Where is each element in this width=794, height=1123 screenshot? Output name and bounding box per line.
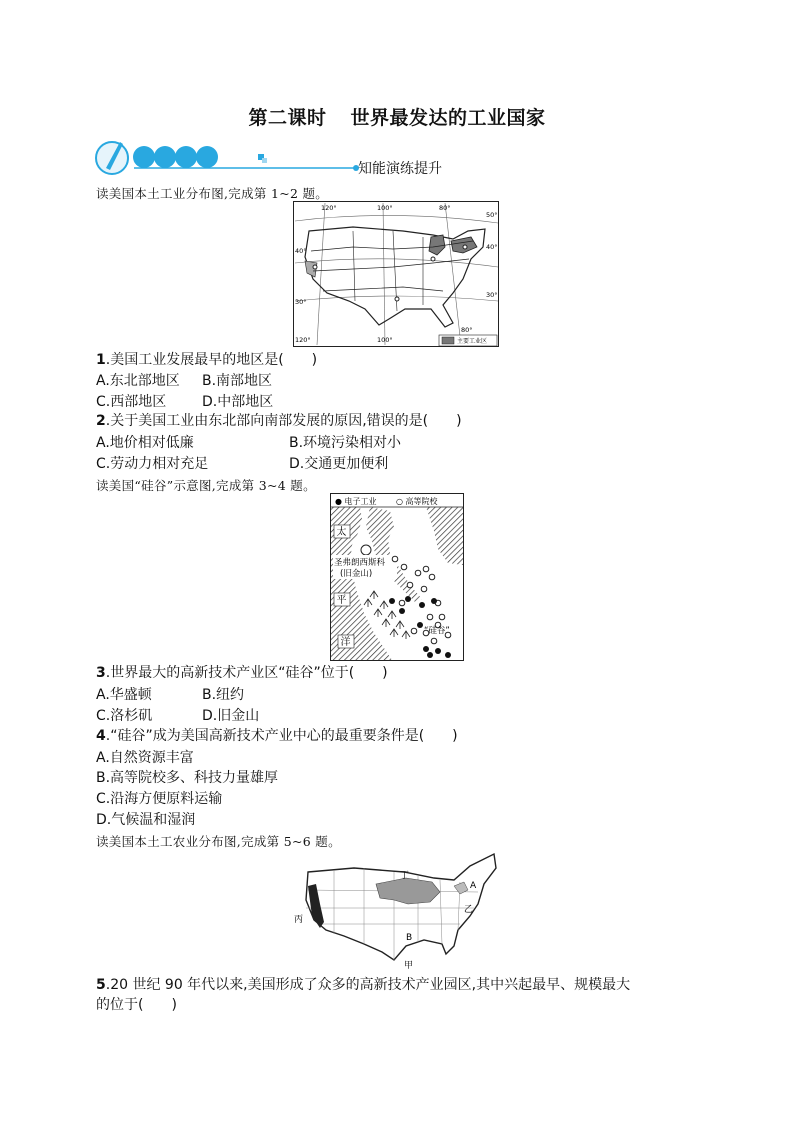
map2-ocean-label-ping: 平 [336, 595, 347, 606]
map3-label-yi: 乙 [464, 905, 474, 915]
silicon-valley-map [330, 493, 464, 661]
question-5-cont: 的位于( ) [96, 997, 177, 1013]
page-title [0, 103, 794, 130]
map1-legend-swatch [442, 337, 454, 344]
map3-label-a: A [470, 881, 477, 891]
map1-label: 120° [295, 336, 311, 344]
map3-label-jia: 甲 [404, 961, 414, 971]
banner-label: 知能演练提升 [358, 161, 442, 177]
map1-label: 120° [321, 204, 337, 212]
map1-legend-label: 主要工业区 [457, 338, 488, 345]
q1-option-d[interactable]: D.中部地区 [202, 394, 274, 410]
q4-option-b[interactable]: B.高等院校多、科技力量雄厚 [96, 770, 279, 786]
q3-option-b[interactable]: B.纽约 [202, 687, 245, 703]
question-5: 5.20 世纪 90 年代以来,美国形成了众多的高新技术产业园区,其中兴起最早、规模最大 [96, 977, 631, 993]
map1-label: 80° [439, 204, 451, 212]
map1-label: 100° [377, 204, 393, 212]
q3-option-a[interactable]: A.华盛顿 [96, 687, 152, 703]
question-4: 4.“硅谷”成为美国高新技术产业中心的最重要条件是( ) [96, 728, 458, 744]
q2-option-c[interactable]: C.劳动力相对充足 [96, 456, 209, 472]
map3-label-b: B [406, 933, 413, 943]
us-industry-map [293, 201, 499, 347]
map2-ocean-label-yang: 洋 [340, 637, 351, 648]
intro-text-3: 读美国本土工农业分布图,完成第 5~6 题。 [96, 834, 341, 849]
title-topic: 世界最发达的工业国家 [350, 107, 546, 129]
map2-valley-label: “硅谷” [424, 626, 450, 636]
map1-label: 40° [486, 243, 498, 251]
q4-option-a[interactable]: A.自然资源丰富 [96, 750, 194, 766]
map1-label: 100° [377, 336, 393, 344]
q4-option-c[interactable]: C.沿海方便原料运输 [96, 791, 223, 807]
banner-dot [154, 146, 176, 168]
us-agri-industry-map [294, 850, 500, 972]
map2-city-marker [361, 545, 371, 555]
map1-label: 30° [486, 291, 498, 299]
map2-legend-electronics: ● 电子工业 [335, 497, 377, 506]
q2-option-b[interactable]: B.环境污染相对小 [289, 435, 402, 451]
map1-label: 40° [295, 247, 307, 255]
banner-dot [175, 146, 197, 168]
q1-option-a[interactable]: A.东北部地区 [96, 373, 180, 389]
map1-label: 30° [295, 298, 307, 306]
intro-text-2: 读美国“硅谷”示意图,完成第 3~4 题。 [96, 478, 316, 493]
banner-dot [196, 146, 218, 168]
q1-option-b[interactable]: B.南部地区 [202, 373, 273, 389]
intro-text-1: 读美国本土工业分布图,完成第 1~2 题。 [96, 186, 329, 201]
map2-city-alias: (旧金山) [340, 569, 373, 579]
q2-option-a[interactable]: A.地价相对低廉 [96, 435, 194, 451]
q1-option-c[interactable]: C.西部地区 [96, 394, 167, 410]
title-lesson: 第二课时 [248, 107, 327, 129]
question-2: 2.关于美国工业由东北部向南部发展的原因,错误的是( ) [96, 413, 462, 429]
map1-label: 80° [461, 326, 473, 334]
q3-option-d[interactable]: D.旧金山 [202, 708, 260, 724]
q3-option-c[interactable]: C.洛杉矶 [96, 708, 153, 724]
question-1: 1.美国工业发展最早的地区是( ) [96, 352, 318, 368]
q4-option-d[interactable]: D.气候温和湿润 [96, 812, 196, 828]
map1-frame [294, 202, 499, 347]
map1-city [431, 257, 435, 261]
map2-ocean-label-tai: 太 [336, 527, 347, 538]
banner-square [262, 158, 267, 163]
q2-option-d[interactable]: D.交通更加便利 [289, 456, 389, 472]
map1-city [463, 245, 467, 249]
banner-dot [133, 146, 155, 168]
map2-legend-universities: ○ 高等院校 [396, 497, 438, 506]
map1-city [313, 265, 317, 269]
map3-label-bing: 丙 [294, 915, 304, 925]
map3-label-ding: 丁 [400, 871, 410, 881]
map1-city [395, 297, 399, 301]
map1-label: 50° [486, 211, 498, 219]
question-3: 3.世界最大的高新技术产业区“硅谷”位于( ) [96, 665, 388, 681]
map2-city-name: 圣弗朗西斯科 [334, 558, 386, 568]
